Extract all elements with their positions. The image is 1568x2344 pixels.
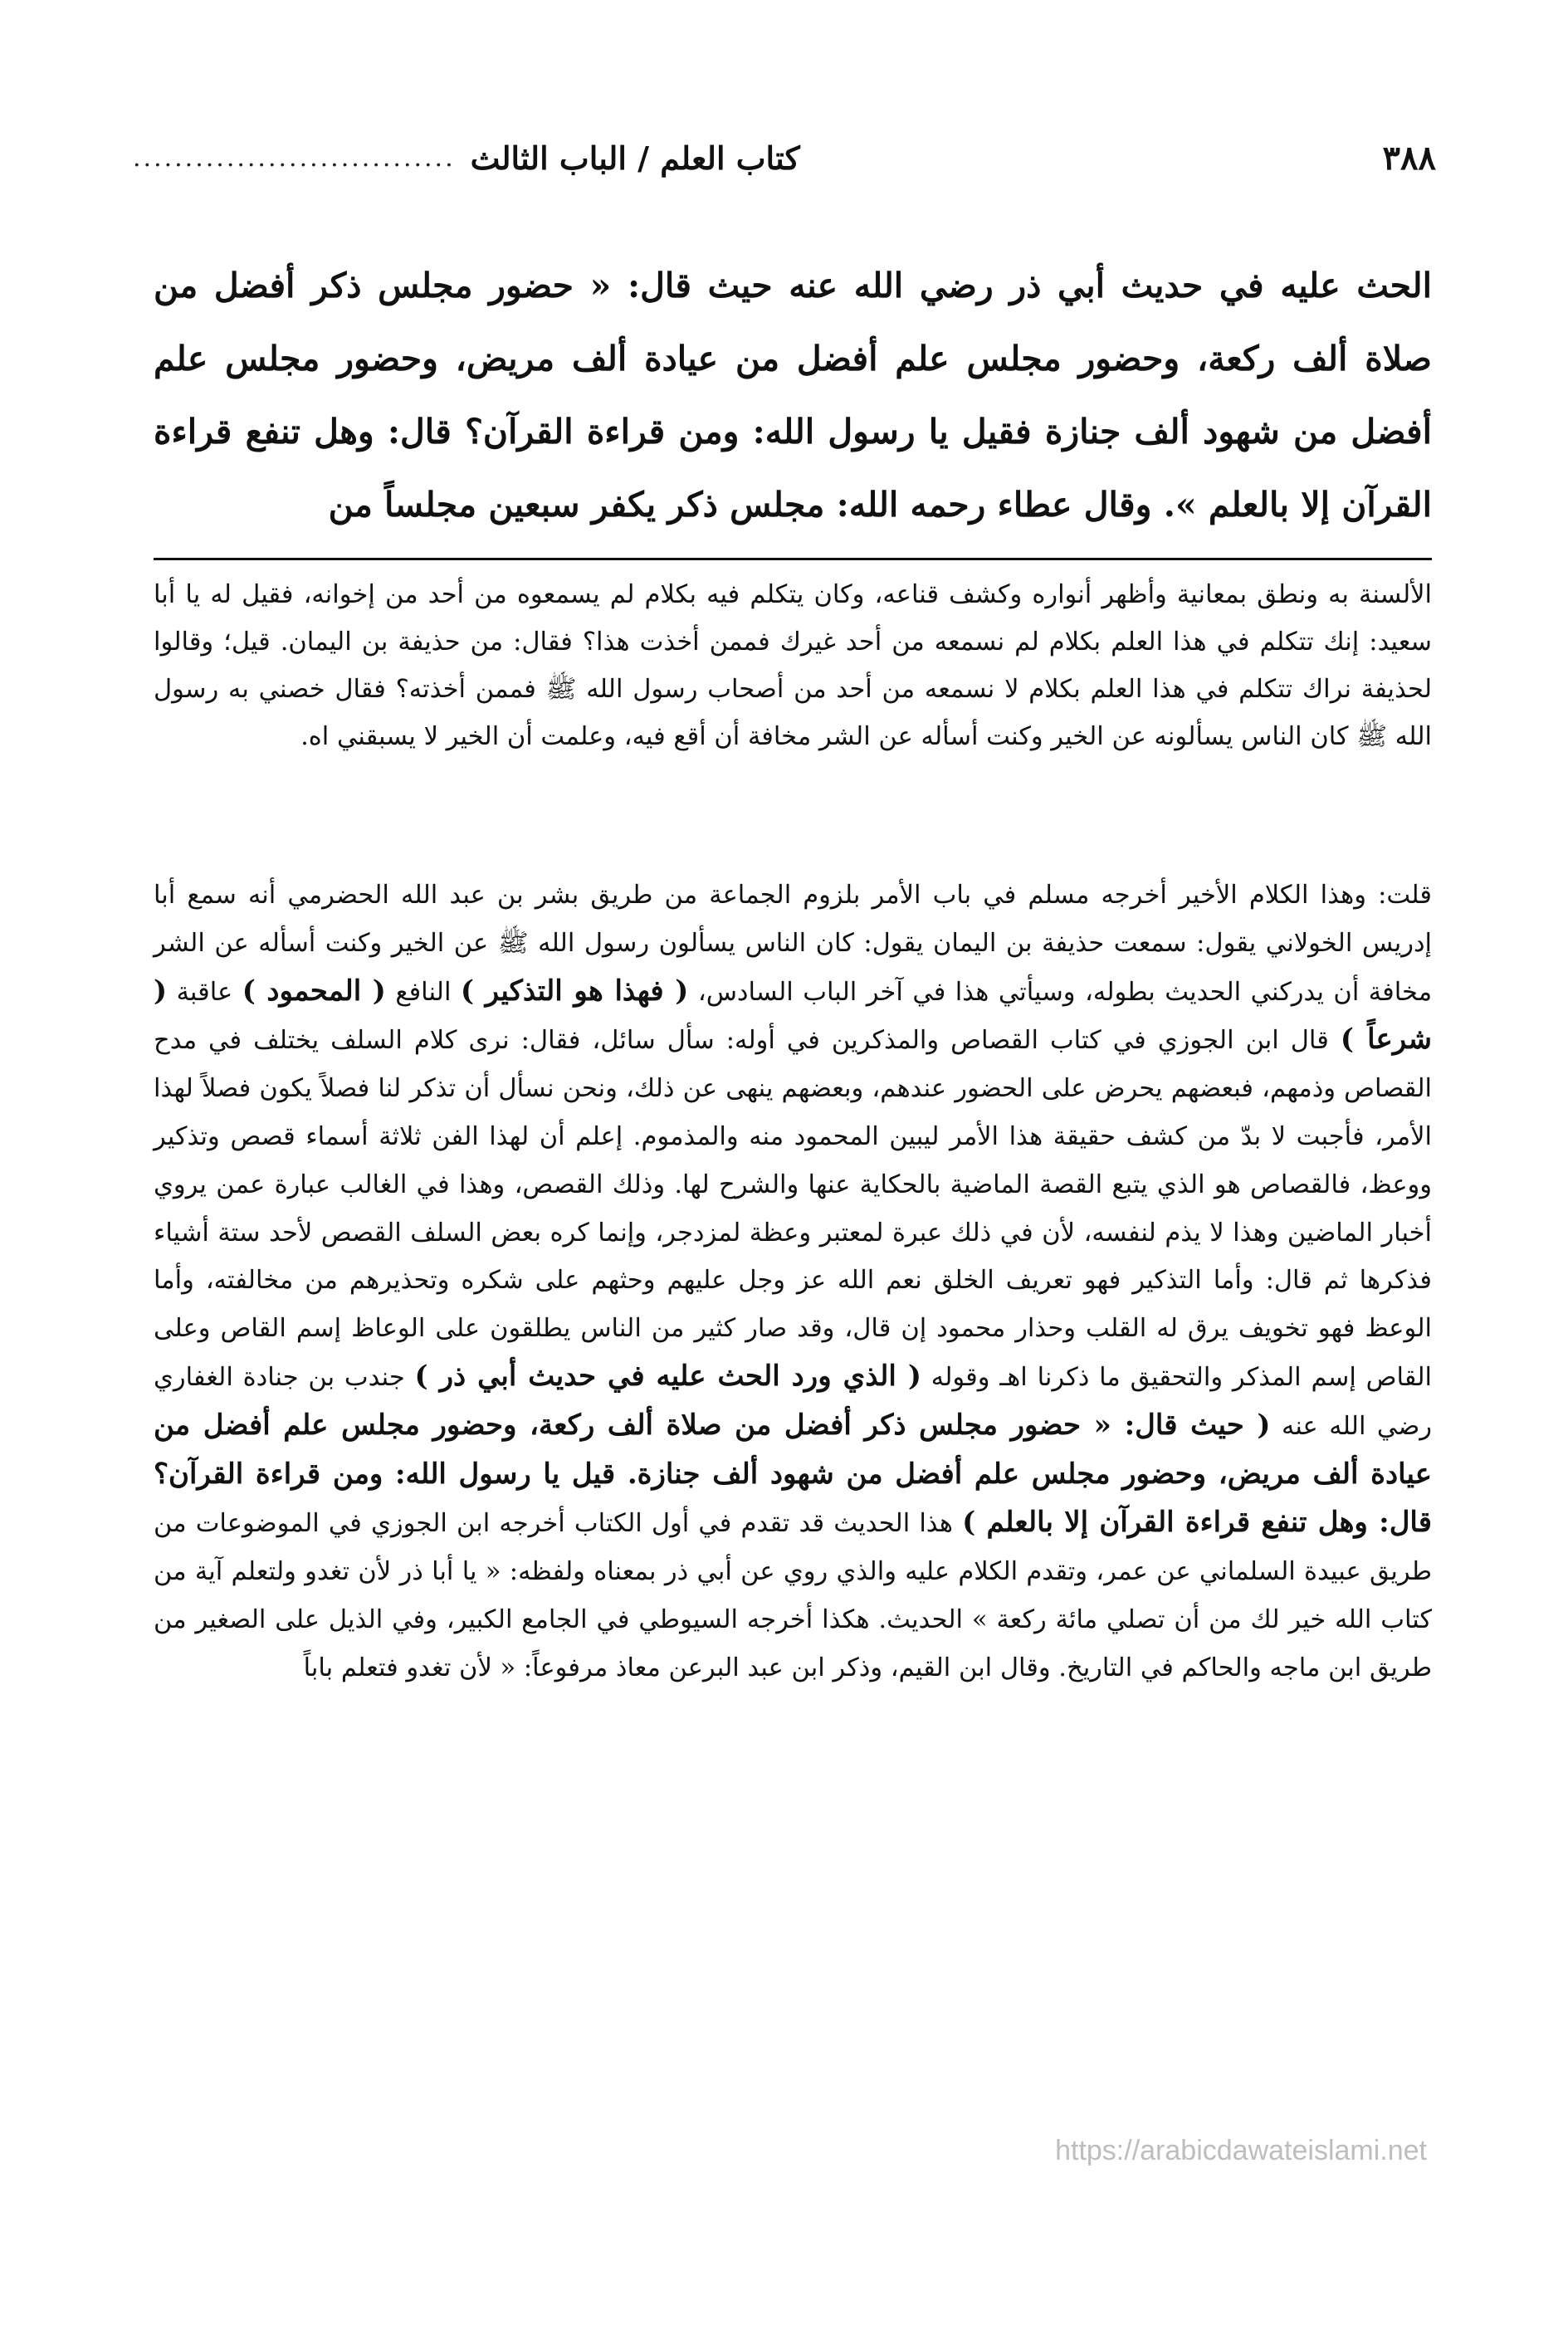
- chapter-title: كتاب العلم / الباب الثالث: [470, 139, 800, 177]
- commentary-text: النافع: [395, 977, 452, 1007]
- footnote-block: [154, 571, 1432, 760]
- running-title: [133, 139, 800, 177]
- main-paragraph: الحث عليه في حديث أبي ذر رضي الله عنه حيث قال: « حضور مجلس ذكر أفضل من صلاة ألف ركعة، وحضور مجلس علم أفضل من عيادة ألف مريض، وحضور مجلس علم أفضل من شهود ألف جنازة فقيل يا رسول الله: ومن قراءة القرآن؟ قال: وهل تنفع قراءة القرآن إلا بالعلم ». وقال عطاء رحمه الله: مجلس ذكر يكفر سبعين مجلساً من: [154, 266, 1432, 525]
- commentary-bold: ( شرعاً ): [154, 974, 1432, 1057]
- commentary-paragraph: [154, 872, 1432, 1692]
- commentary-bold: ( حيث قال: « حضور مجلس ذكر أفضل من صلاة ألف ركعة، وحضور مجلس علم أفضل من عيادة ألف مريض، وحضور مجلس علم أفضل من شهود ألف جنازة. قيل يا رسول الله: ومن قراءة القرآن؟ قال: وهل تنفع قراءة القرآن إلا بالعلم ): [154, 1408, 1433, 1540]
- commentary-text: عاقبة: [176, 977, 233, 1007]
- commentary-bold: ( الذي ورد الحث عليه في حديث أبي ذر ): [414, 1359, 921, 1393]
- leader-dots: ...............................: [133, 143, 456, 173]
- page-number: ٣٨٨: [1382, 138, 1436, 178]
- commentary-text: هذا الحديث قد تقدم في أول الكتاب أخرجه ابن الجوزي في الموضوعات من طريق عبيدة السلماني عن عمر، وتقدم الكلام عليه والذي روي عن أبي ذر بمعناه ولفظه: « يا أبا ذر لأن تغدو ولتعلم آية من كتاب الله خير لك من أن تصلي مائة ركعة » الحديث. هكذا أخرجه السيوطي في الجامع الكبير، وفي الذيل على الصغير من طريق ابن ماجه والحاكم في التاريخ. وقال ابن القيم، وذكر ابن عبد البرعن معاذ مرفوعاً: « لأن تغدو فتعلم باباً: [154, 1509, 1432, 1682]
- commentary-bold: ( فهذا هو التذكير ): [460, 974, 689, 1008]
- commentary-bold: ( المحمود ): [242, 974, 386, 1008]
- footnote-paragraph: الألسنة به ونطق بمعانية وأظهر أنواره وكشف قناعه، وكان يتكلم فيه بكلام لم يسمعوه من أحد من إخوانه، فقيل له يا أبا سعيد: إنك تتكلم في هذا العلم بكلام لم نسمعه من أحد غيرك فممن أخذت هذا؟ فقال: من حذيفة بن اليمان. قيل؛ وقالوا لحذيفة نراك تتكلم في هذا العلم بكلام لا نسمعه من أحد من أصحاب رسول الله ﷺ فممن أخذته؟ فقال خصني به رسول الله ﷺ كان الناس يسألونه عن الخير وكنت أسأله عن الشر مخافة أن أقع فيه، وعلمت أن الخير لا يسبقني اه.: [154, 580, 1432, 751]
- commentary-text: جندب بن جنادة الغفاري رضي الله عنه: [154, 1362, 1432, 1441]
- commentary-text: قال ابن الجوزي في كتاب القصاص والمذكرين في أوله: سأل سائل، فقال: نرى كلام السلف يختلف في مدح القصاص وذمهم، فبعضهم يحرض على الحضور عندهم، وبعضهم ينهى عن ذلك، ونحن نسأل أن تذكر لنا فصلاً يكون فصلاً لهذا الأمر، فأجبت لا بدّ من كشف حقيقة هذا الأمر ليبين المحمود منه والمذموم. إعلم أن لهذا الفن ثلاثة أسماء قصص وتذكير ووعظ، فالقصاص هو الذي يتبع القصة الماضية بالحكاية عنها والشرح لها. وذلك القصص، وهذا في الغالب عبارة عمن يروي أخبار الماضين وهذا لا يذم لنفسه، لأن في ذلك عبرة لمعتبر وعظة لمزدجر، وإنما كره بعض السلف القصص لأحد ستة أشياء فذكرها ثم قال: وأما التذكير فهو تعريف الخلق نعم الله عز وجل عليهم وحثهم على شكره وتحذيرهم من مخالفته، وأما الوعظ فهو تخويف يرق له القلب وحذار محمود إن قال، وقد صار كثير من الناس يطلقون على الوعاظ إسم القاص وعلى القاص إسم المذكر والتحقيق ما ذكرنا اهـ وقوله: [154, 1026, 1432, 1392]
- footnote-separator: [154, 558, 1432, 560]
- commentary-block: [154, 872, 1432, 1692]
- commentary-text: قلت: وهذا الكلام الأخير أخرجه مسلم في باب الأمر بلزوم الجماعة من طريق بشر بن عبد الله الحضرمي أنه سمع أبا إدريس الخولاني يقول: سمعت حذيفة بن اليمان يقول: كان الناس يسألون رسول الله ﷺ عن الخير وكنت أسأله عن الشر مخافة أن يدركني الحديث بطوله، وسيأتي هذا في آخر الباب السادس،: [154, 881, 1433, 1007]
- watermark-url: https://arabicdawateislami.net: [1055, 2135, 1427, 2166]
- main-text-block: [154, 249, 1432, 541]
- page-header: [133, 125, 1436, 191]
